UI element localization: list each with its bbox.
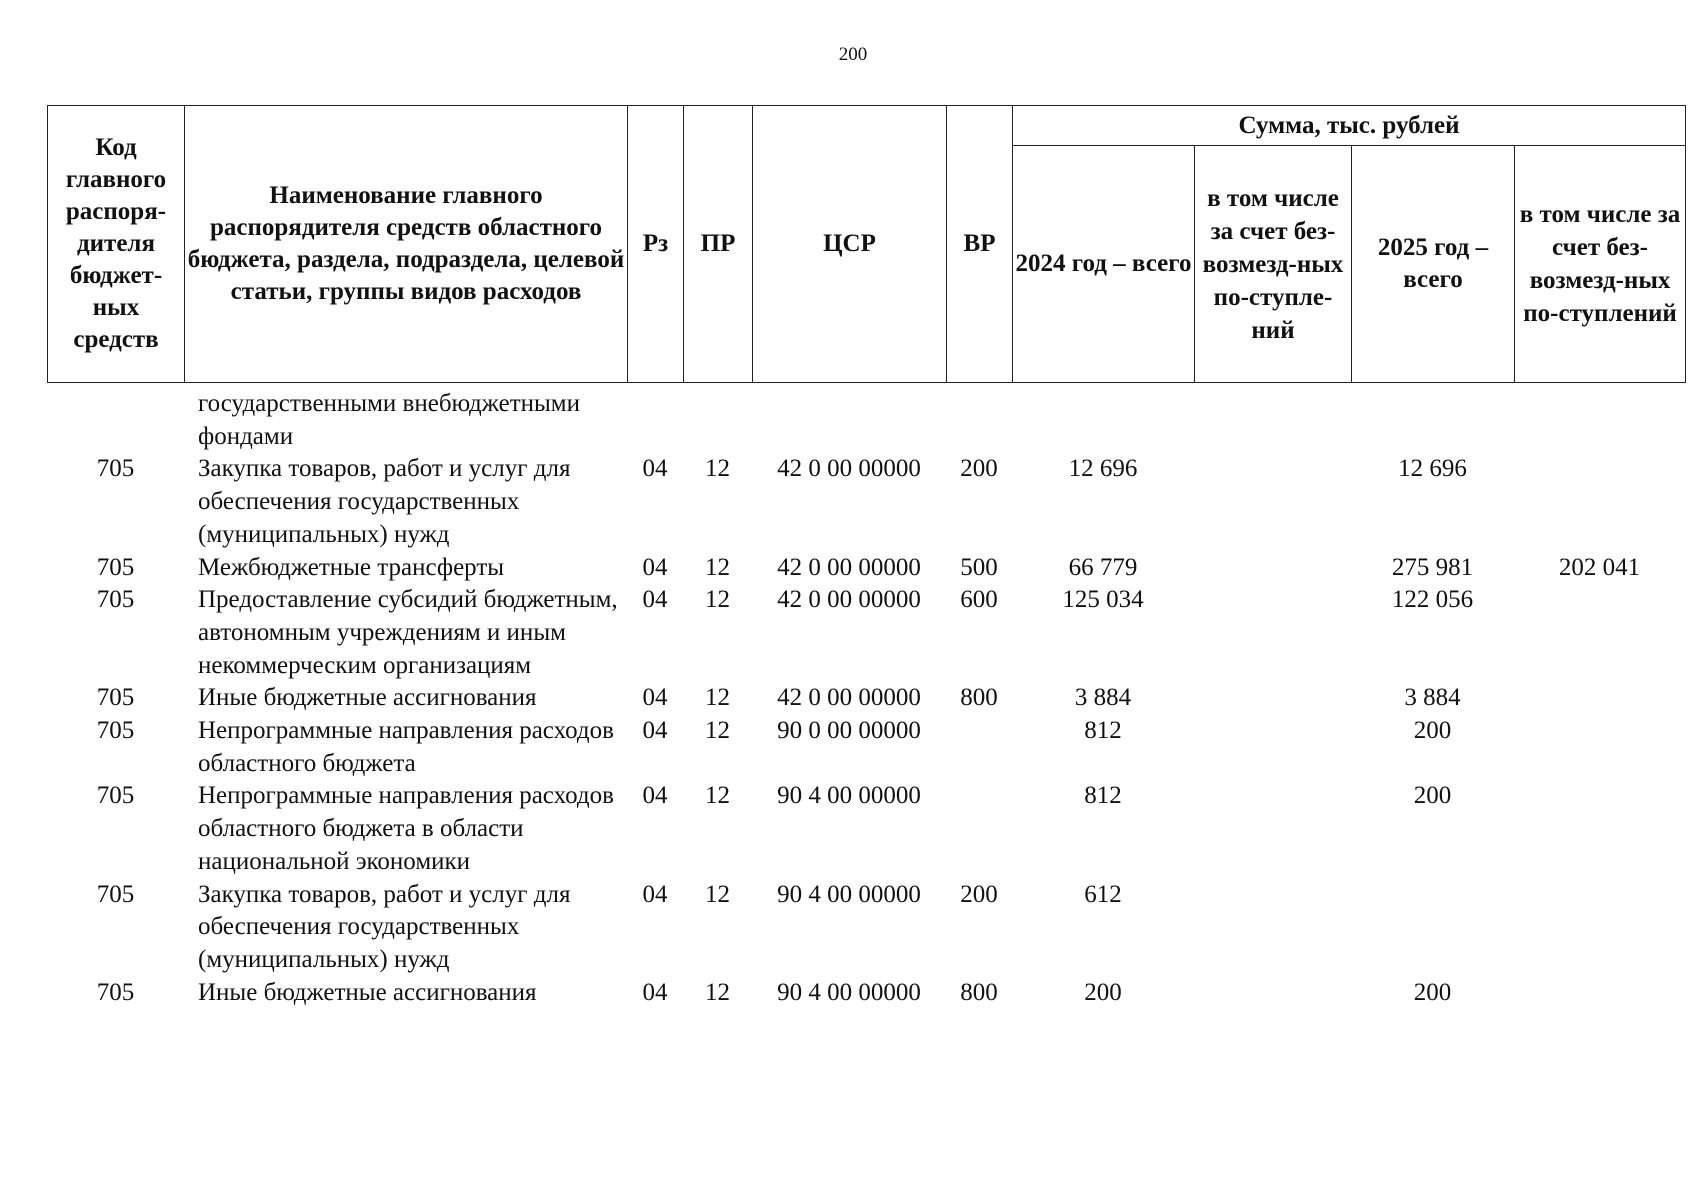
cell-code <box>47 388 184 453</box>
header-2025-free: в том числе за счет без-возмезд-ных по-ступлений <box>1515 146 1686 383</box>
cell-2025-total: 275 981 <box>1391 553 1474 581</box>
cell-rz: 04 <box>642 880 668 908</box>
cell-vr: 800 <box>960 684 998 712</box>
cell-csr: 42 0 00 00000 <box>777 684 921 712</box>
cell-name: государственными внебюджетными фондами <box>198 390 581 450</box>
cell-2024-total: 66 779 <box>1068 553 1138 581</box>
cell-csr: 90 4 00 00000 <box>777 978 921 1006</box>
cell-2025-free <box>1514 879 1685 977</box>
header-2025-total: 2025 год – всего <box>1352 146 1515 383</box>
cell-2025-total: 122 056 <box>1391 586 1474 614</box>
cell-name: Непрограммные направления расходов областного бюджета <box>198 717 614 777</box>
cell-2025-free: 202 041 <box>1558 553 1641 581</box>
cell-2025-free <box>1514 584 1685 682</box>
cell-2024-total <box>1012 388 1194 453</box>
cell-2025-free <box>1514 682 1685 715</box>
cell-vr: 500 <box>960 553 998 581</box>
cell-rz: 04 <box>642 978 668 1006</box>
cell-2025-free <box>1514 977 1685 1010</box>
table-row <box>47 552 1685 585</box>
cell-vr <box>946 715 1012 780</box>
cell-2025-free <box>1514 388 1685 453</box>
cell-rz: 04 <box>642 455 668 483</box>
cell-2024-total: 3 884 <box>1074 684 1132 712</box>
cell-2024-free <box>1194 780 1351 878</box>
cell-code: 705 <box>96 880 135 908</box>
cell-csr: 90 4 00 00000 <box>777 880 921 908</box>
cell-name: Закупка товаров, работ и услуг для обеспечения государственных (муниципальных) нужд <box>198 880 571 973</box>
page-number: 200 <box>838 44 868 65</box>
cell-2024-free <box>1194 977 1351 1010</box>
cell-2025-total: 200 <box>1413 782 1452 810</box>
cell-2025-total: 12 696 <box>1398 455 1467 483</box>
cell-2024-total: 200 <box>1084 978 1122 1006</box>
cell-code: 705 <box>96 717 135 745</box>
cell-vr: 200 <box>960 455 998 483</box>
cell-2024-free <box>1194 879 1351 977</box>
cell-name: Закупка товаров, работ и услуг для обеспечения государственных (муниципальных) нужд <box>198 455 571 548</box>
cell-csr: 90 4 00 00000 <box>777 782 921 810</box>
cell-code: 705 <box>96 978 135 1006</box>
cell-2024-free <box>1194 682 1351 715</box>
cell-rz: 04 <box>642 717 668 745</box>
table-row <box>47 584 1685 682</box>
cell-2024-total: 12 696 <box>1068 455 1138 483</box>
header-2024-total: 2024 год – всего <box>1013 146 1195 383</box>
cell-code: 705 <box>96 782 135 810</box>
cell-csr <box>752 388 946 453</box>
table-row <box>47 682 1685 715</box>
cell-pr: 12 <box>705 717 730 745</box>
cell-rz: 04 <box>642 553 668 581</box>
cell-2024-free <box>1194 453 1351 551</box>
cell-code: 705 <box>96 455 135 483</box>
cell-2024-free <box>1194 388 1351 453</box>
cell-2024-total: 612 <box>1084 880 1122 908</box>
cell-pr: 12 <box>705 978 730 1006</box>
cell-pr: 12 <box>705 586 730 614</box>
cell-vr: 200 <box>960 880 998 908</box>
cell-code: 705 <box>96 553 135 581</box>
cell-csr: 42 0 00 00000 <box>777 455 921 483</box>
cell-pr: 12 <box>705 553 730 581</box>
cell-rz: 04 <box>642 684 668 712</box>
cell-pr <box>683 388 752 453</box>
cell-pr: 12 <box>705 880 730 908</box>
cell-rz: 04 <box>642 586 668 614</box>
cell-2024-total: 812 <box>1084 717 1122 745</box>
cell-2024-free <box>1194 584 1351 682</box>
cell-csr: 42 0 00 00000 <box>777 586 921 614</box>
cell-vr: 800 <box>960 978 998 1006</box>
cell-name: Иные бюджетные ассигнования <box>198 978 537 1006</box>
table-header <box>47 105 1686 383</box>
header-name: Наименование главного распорядителя средств областного бюджета, раздела, подраздела, целевой статьи, группы видов расходов <box>185 106 628 383</box>
cell-2025-total: 200 <box>1413 978 1452 1006</box>
header-sum: Сумма, тыс. рублей <box>1013 106 1686 146</box>
header-2024-free: в том числе за счет без-возмезд-ных по-ступле-ний <box>1195 146 1352 383</box>
cell-csr: 90 0 00 00000 <box>777 717 921 745</box>
header-csr: ЦСР <box>753 106 947 383</box>
cell-csr: 42 0 00 00000 <box>777 553 921 581</box>
cell-2025-free <box>1514 453 1685 551</box>
cell-rz: 04 <box>642 782 668 810</box>
cell-pr: 12 <box>705 455 730 483</box>
cell-2025-total: 200 <box>1413 717 1452 745</box>
cell-rz <box>627 388 683 453</box>
cell-pr: 12 <box>705 684 730 712</box>
cell-2024-total: 812 <box>1084 782 1122 810</box>
cell-2025-free <box>1514 780 1685 878</box>
cell-name: Предоставление субсидий бюджетным, автономным учреждениям и иным некоммерческим организациям <box>198 586 618 679</box>
header-vr: ВР <box>947 106 1013 383</box>
cell-code: 705 <box>96 586 135 614</box>
cell-2024-total: 125 034 <box>1062 586 1144 614</box>
table-body <box>47 388 1685 1009</box>
table-row <box>47 715 1685 780</box>
cell-vr <box>946 388 1012 453</box>
cell-2025-total <box>1351 879 1514 977</box>
cell-name: Непрограммные направления расходов областного бюджета в области национальной экономики <box>198 782 614 875</box>
table-row <box>47 780 1685 878</box>
header-rz: Рз <box>628 106 684 383</box>
table-row <box>47 388 1685 453</box>
cell-vr <box>946 780 1012 878</box>
cell-2025-total: 3 884 <box>1404 684 1461 712</box>
cell-2024-free <box>1194 552 1351 585</box>
table-row <box>47 977 1685 1010</box>
cell-vr: 600 <box>960 586 998 614</box>
cell-2024-free <box>1194 715 1351 780</box>
table-row <box>47 453 1685 551</box>
header-code: Код главного распоря-дителя бюджет-ных средств <box>48 106 185 383</box>
cell-name: Иные бюджетные ассигнования <box>198 684 537 712</box>
cell-2025-total <box>1351 388 1514 453</box>
cell-name: Межбюджетные трансферты <box>198 553 505 581</box>
table-row <box>47 879 1685 977</box>
cell-pr: 12 <box>705 782 730 810</box>
cell-2025-free <box>1514 715 1685 780</box>
cell-code: 705 <box>96 684 135 712</box>
header-pr: ПР <box>684 106 753 383</box>
